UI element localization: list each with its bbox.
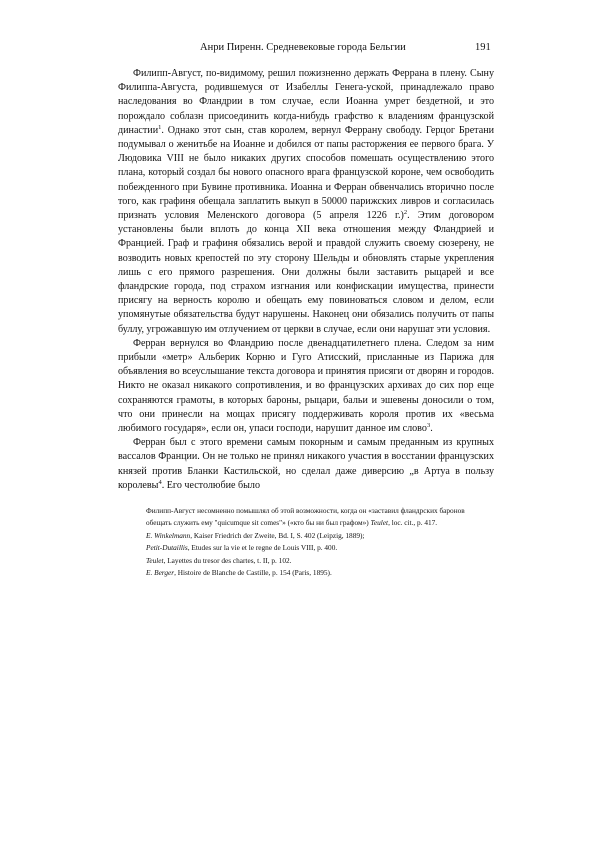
paragraph: Филипп-Август, по-видимому, решил пожизненно держать Феррана в плену. Сыну Филиппа-Августа, родившемуся от Изабеллы Генега-уской, принадлежало право наследования во Фландрии в том случае, если Иоанна умрет бездетной, и это порождало соблазн присоединить когда-нибудь графство к владениям французской династии$^1$. Однако этот сын, став королем, вернул Феррану свободу. Герцог Бретани подумывал о женитьбе на Иоанне и добился от папы расторжения ее первого брага. У Людовика VIII не было никаких других способов помешать осуществлению этого плана, который создал бы нового опасного врага французской короне, чем освободить побежденного при Бувине противника. Иоанна и Ферран обвенчались вторично после того, как графиня обещала заплатить выкуп в 50000 парижских ливров и согласилась признать условия Меленского договора (5 апреля 1226 г.)$^2$. Этим договором установлены были вплоть до конца XII века отношения между Фландрией и Францией. Граф и графиня обязались верой и правдой служить своему сюзерену, не возводить новых крепостей по эту сторону Шельды и обновлять старые укрепления лишь с его прямого разрешения. Они должны были заставить рыцарей и все фландрские города, под страхом изгнания или конфискации имущества, принести присягу на верность королю и обещать ему повиноваться словом и делом, если упомянутые обязательства будут нарушены. Наконец они обязались получить от папы буллу, угрожавшую им отлучением от церкви в случае, если они нарушат эти условия. — [118, 68, 494, 335]
footnote-ref: 2 — [403, 209, 408, 217]
page-number: 191 — [475, 42, 491, 53]
footnote-ref: 4 — [158, 478, 162, 486]
paragraph: Ферран был с этого времени самым покорным и самым преданным из крупных вассалов Франции. Он не только не принял никакого участия в восстании французских князей против Бланки Кастильской, но сделал даже диверсию „в Артуа в пользу королевы$^4$. Его честолюбие было — [118, 437, 494, 491]
paragraph: Ферран вернулся во Фландрию после двенадцатилетнего плена. Следом за ним прибыли «метр» Альберик Корню и Гуго Атисский, присланные из Парижа для объявления во всеуслышание текста договора и принятия присяги от дворян и городов. Никто не оказал никакого сопротивления, и во французских архивах до сих пор еще сохраняются грамоты, в которых бароны, рыцари, бальи и эшевены доносили о том, что они принесли на мощах присягу поддерживать короля против их «весьма любимого государя», если он, упаси господи, нарушит данное им слово$^3$. — [118, 337, 494, 435]
main-text — [118, 67, 494, 493]
running-header — [0, 42, 600, 58]
footnote: Teulet, Layettes du tresor des chartes, t. II, p. 102. — [146, 555, 292, 565]
footnote: E. Berger, Histoire de Blanche de Castille, p. 154 (Paris, 1895). — [146, 568, 332, 578]
footnote-ref: 3 — [426, 422, 431, 430]
footnote: Petit-Dutaillis, Etudes sur la vie et le regne de Louis VIII, p. 400. — [146, 543, 338, 553]
footnote-ref: 1 — [158, 123, 162, 131]
footnotes — [146, 505, 466, 579]
footnote: E. Winkelmann, Kaiser Friedrich der Zweite, Bd. I, S. 402 (Leipzig, 1889); — [146, 530, 365, 540]
running-title: Анри Пиренн. Средневековые города Бельгии — [200, 42, 406, 53]
footnote: Филипп-Август несомненно помышлял об этой возможности, когда он «заставил фландрских баронов обещать служить ему "quicumque sit comes"» («кто бы ни был графом») Teulet, loc. cit., p. 417. — [146, 506, 465, 528]
